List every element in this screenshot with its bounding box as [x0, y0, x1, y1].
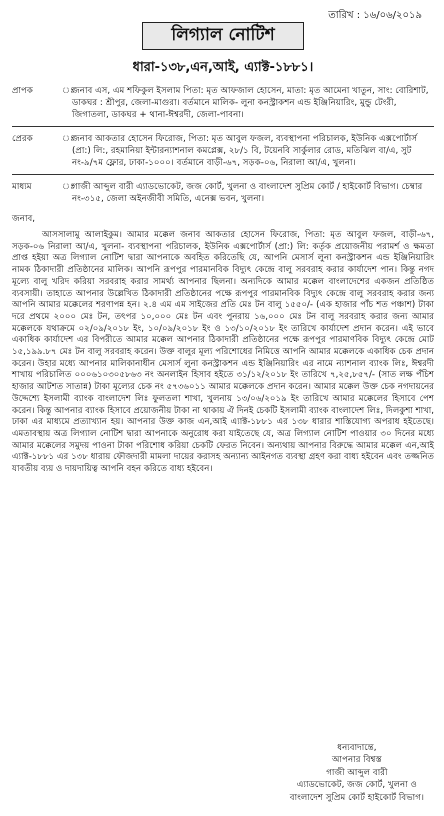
recipient-text: জনাব এস, এম শফিকুল ইসলাম পিতা: মৃত আফজাল হোসেন, মাতা: মৃত আমেনা খাতুন, সাং: বোরিশাট, ডাকঘর : শ্রীপুর, জেলা-মাগুরা। বর্তমানে মালিক- লুনা কনস্ট্রাকশন এন্ড ইঞ্জিনিয়ারিং, মুন্ডু টেংরী, জিগাতলা, ডাকঘর + থানা-ঈশ্বরদী, জেলা-পাবনা। — [72, 86, 429, 120]
notice-body: আসসালামু আলাইকুম। আমার মক্কেল জনাব আকতার হোসেন ফিরোজ, পিতা: মৃত আবুল ফজল, বাড়ী-৬৭, সড়ক-০৬ নিরালা আ/এ, খুলনা- ব্যবস্থাপনা পরিচালক, ইউনিক এক্সপোর্টার্স (প্রা:) লি: কর্তৃক প্রয়োজনীয় পরামর্শ ও ক্ষমতা প্রাপ্ত হইয়া অত্র লিগ্যাল নোটিশ দ্বারা আপনাকে অবহিত করিতেছি যে, আপনি মেসার্স লুনা কনস্ট্রাকশন এন্ড ইঞ্জিনিয়ারিং নামক ঠিকাদারী প্রতিষ্ঠানের মালিক। আপনি রূপপুর পারমানবিক বিদ্যুৎ কেন্দ্রে বালু সরবরাহ করার কার্যাদেশ পান। কিন্তু নগদ মূল্যে বালু খরিদ করিয়া সরবরাহ করার সামর্থ্য আপনার ছিলনা। অন্যদিকে আমার মক্কেল বাংলাদেশের একজন প্রতিষ্ঠিত ব্যবসায়ী। তাহাতে আপনার উল্লেখিত ঠিকাদারী প্রতিষ্ঠানের পক্ষে রূপপুর পারমানবিক বিদ্যুৎ কেন্দ্রে বালু সরবরাহ করার জন্য আপনি আমার মক্কেলের শরণাপন্ন হন। ২.৪ এম এম সাইজের প্রতি মেঃ টন বালু ১৫৫০/- (এক হাজার পাঁচ শত পঞ্চাশ) টাকা দরে প্রথমে ২০০০ মেঃ টন, তৎপর ১০,০০০ মেঃ টন এবং পুনরায় ১৬,০০০ মেঃ টন বালু সরবরাহ করার জন্য আমার মক্কেলকে যথাক্রমে ০২/০৯/২০১৮ ইং, ১০/০৯/২০১৮ ইং ও ১৩/১০/২০১৮ ইং তারিখে কার্যাদেশ প্রদান করেন। এই ভাবে একাধিক কার্যাদেশ এর বিপরীতে আমার মক্কেল আপনার ঠিকাদারী প্রতিষ্ঠানের পক্ষে রূপপুর পারমাণবিক বিদ্যুৎ কেন্দ্রে মোট ১৫,১৯৯.৮৭ মেঃ টন বালু সরবরাহ করেন। উক্ত বালুর মূল্য পরিশোধের নিমিত্তে আপনি আমার মক্কেলকে একাধিক চেক প্রদান করেন। উহার মধ্যে আপনার মালিকানাধীন মেসার্স লুনা কনস্ট্রাকশন এন্ড ইঞ্জিনিয়ারিং এর নামে ন্যাশনাল ব্যাংক লিঃ, ঈশ্বরদী শাখায় পরিচালিত ০০০৬১০৩০৫৮৬৩ নং অনলাইন হিসাব হইতে ৩১/১২/২০১৮ ইং তারিখে ৭,২৫,৮৫৭/- (সাত লক্ষ পঁচিশ হাজার আটশত সাতান্ন) টাকা মূল্যের চেক নং ৫৭৩৬০১১ আমার মক্কেলকে প্রদান করেন। আমার মক্কেল উক্ত চেক নগদায়নের উদ্দেশ্যে ইসলামী ব্যাংক বাংলাদেশ লিঃ ফুলতলা শাখা, খুলনায় ১৩/০৬/২০১৯ ইং তারিখে আমার মক্কেলের হিসাবে পেশ করেন। কিন্তু আপনার ব্যাংক হিসাবে প্রয়োজনীয় টাকা না থাকায় ঐ দিনই চেকটি ইসলামী ব্যাংক বাংলাদেশ লিঃ, দিলকুশা শাখা, ঢাকা এর মাধ্যমে প্রত্যাখ্যান হয়। আপনার উক্ত কাজ এন,আই এ্যাক্ট-১৮৮১ এর ১৩৮ ধারার শাস্তিযোগ্য অপরাধ হইতেছে। এমতাবস্থায় অত্র লিগ্যাল নোটিশ দ্বারা আপনাকে অনুরোধ করা যাইতেছে যে, অত্র লিগ্যাল নোটিশ পাওয়ার ৩০ দিনের মধ্যে আমার মক্কেলের সমুদয় পাওনা টাকা পরিশোধ করিয়া চেকটি ফেরত নিবেন। অন্যথায় আপনার বিরুদ্ধে আমার মক্কেল এন,আই এ্যাক্ট-১৮৮১ এর ১৩৮ ধারায় ফৌজদারী মামলা দায়ের করাসহ অন্যান্য আইনগত ব্যবস্থা গ্রহণ করা বাধ্য হইবেন এবং তজ্জনিত যাবতীয় ব্যয় ও দায়দায়িত্ব আপনি বহন করিতে বাধ্য হইবেন। — [12, 230, 434, 475]
signature-yours: আপনার বিশ্বস্ত — [331, 755, 382, 765]
sender-block — [12, 133, 434, 169]
salutation: জনাব, — [12, 214, 36, 224]
sender-label: প্রেরক — [12, 134, 33, 144]
recipient-label: প্রাপক — [12, 86, 33, 96]
recipient-colon: ঃ — [62, 86, 75, 96]
divider — [12, 174, 434, 175]
legal-section-heading: ধারা-১৩৮,এন,আই, এ্যাক্ট-১৮৮১। — [132, 60, 314, 75]
via-text: গাজী আব্দুল বারী এ্যাডভোকেট, জজ কোর্ট, খুলনা ও বাংলাদেশ সুপ্রিম কোর্ট / হাইকোর্ট বিভাগ। চেম্বার নং-৩১৫, জেলা অইনজীবী সমিতি, এনেক্স ভবন, খুলনা। — [72, 182, 423, 204]
signature-line1: এ্যাডভোকেট, জজ কোর্ট, খুলনা ও — [296, 780, 417, 790]
signature-thanks: ধন্যবাদান্তে, — [337, 742, 377, 753]
signature-line2: বাংলাদেশ সুপ্রিম কোর্ট হাইকোর্ট বিভাগ। — [289, 792, 424, 803]
signature-block — [290, 742, 424, 805]
recipient-block — [12, 85, 434, 121]
via-label: মাধ্যম — [12, 182, 32, 192]
notice-title: লিগ্যাল নোটিশ — [142, 22, 304, 50]
divider — [12, 126, 434, 127]
via-colon: ঃ — [62, 182, 75, 192]
sender-text: জনাব আকতার হোসেন ফিরোজ, পিতা: মৃত আবুল ফজল, ব্যবস্থাপনা পরিচালক, ইউনিক এক্সপোর্টার্স (প্রা:) লি:, রহমানিয়া ইন্টারন্যাশনাল কমপ্লেক্স, ২৮/১ বি, টয়েনবি সার্কুলার রোড, মতিঝিল বা/এ, সুট নং-৯/৭ম ফ্লোর, ঢাকা-১০০০। বর্তমানে বাড়ী-৬৭, সড়ক-০৬, নিরালা আ/এ, খুলনা। — [72, 134, 418, 168]
signature-name: গাজী আব্দুল বারী — [326, 767, 388, 778]
sender-colon: ঃ — [62, 134, 75, 144]
notice-date: তারিখ : ১৬/০৬/২০১৯ — [328, 10, 422, 21]
via-block — [12, 181, 434, 205]
